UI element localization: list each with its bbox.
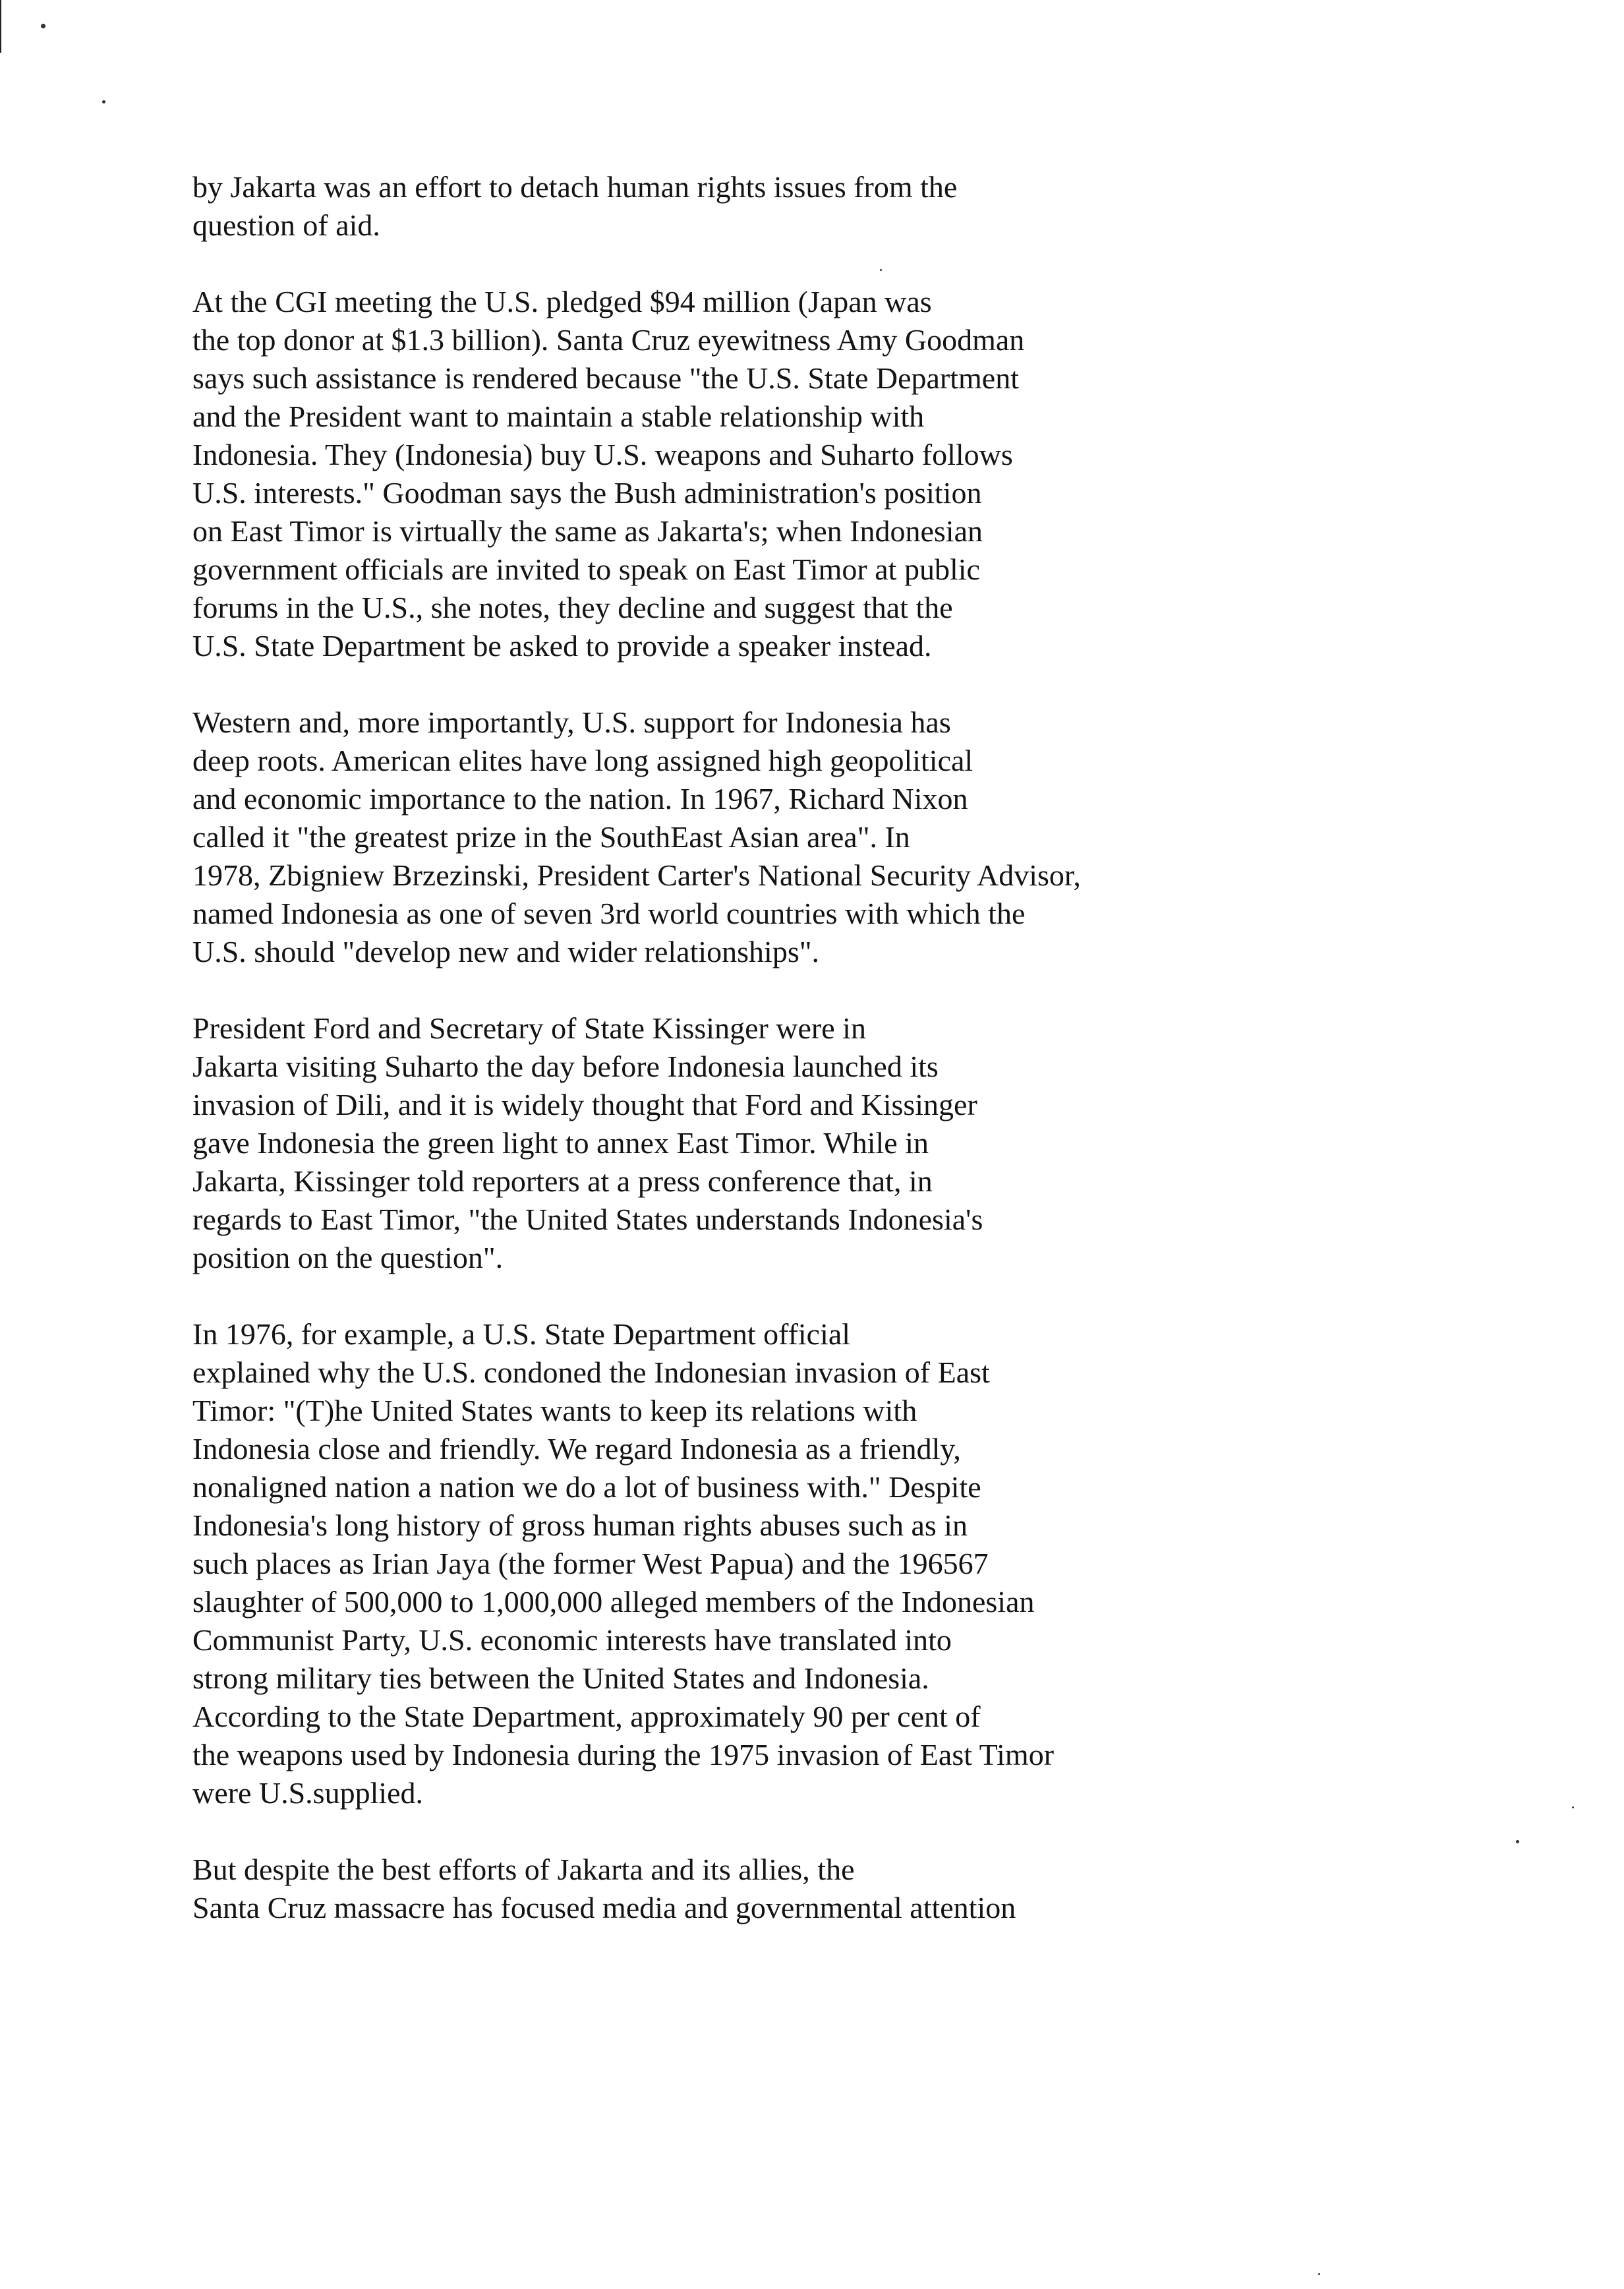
text-line: regards to East Timor, "the United States understands Indonesia's	[192, 1203, 983, 1236]
paragraph-cgi-meeting	[192, 283, 1484, 665]
text-line: government officials are invited to speak on East Timor at public	[192, 552, 980, 586]
text-line: such places as Irian Jaya (the former West Papua) and the 196567	[192, 1547, 989, 1580]
text-line: invasion of Dili, and it is widely thought that Ford and Kissinger	[192, 1088, 977, 1121]
text-line: Western and, more importantly, U.S. support for Indonesia has	[192, 705, 951, 739]
text-line: Indonesia close and friendly. We regard Indonesia as a friendly,	[192, 1432, 961, 1466]
paragraph-aid-detachment	[192, 168, 1484, 245]
text-line: on East Timor is virtually the same as Jakarta's; when Indonesian	[192, 514, 983, 548]
text-line: called it "the greatest prize in the SouthEast Asian area". In	[192, 820, 910, 854]
text-line: by Jakarta was an effort to detach human rights issues from the	[192, 170, 958, 204]
text-line: At the CGI meeting the U.S. pledged $94 million (Japan was	[192, 285, 932, 318]
scan-speck	[1318, 2273, 1320, 2275]
text-line: the weapons used by Indonesia during the 1975 invasion of East Timor	[192, 1738, 1055, 1771]
scan-edge-mark	[0, 0, 1, 53]
text-line: and the President want to maintain a stable relationship with	[192, 400, 925, 433]
text-line: nonaligned nation a nation we do a lot of business with." Despite	[192, 1470, 981, 1504]
text-line: and economic importance to the nation. In 1967, Richard Nixon	[192, 782, 968, 816]
text-line: were U.S.supplied.	[192, 1776, 424, 1810]
text-line: forums in the U.S., she notes, they decline and suggest that the	[192, 591, 953, 624]
text-line: Indonesia. They (Indonesia) buy U.S. weapons and Suharto follows	[192, 438, 1013, 471]
text-line: the top donor at $1.3 billion). Santa Cruz eyewitness Amy Goodman	[192, 323, 1025, 357]
paragraph-ford-kissinger	[192, 1009, 1484, 1277]
text-line: question of aid.	[192, 208, 380, 242]
text-line: President Ford and Secretary of State Kissinger were in	[192, 1011, 866, 1045]
text-line: U.S. interests." Goodman says the Bush administration's position	[192, 476, 982, 510]
paragraph-santa-cruz-attention	[192, 1851, 1484, 1927]
scan-speck	[102, 100, 105, 104]
paragraph-1976-state-department	[192, 1315, 1484, 1812]
text-line: gave Indonesia the green light to annex East Timor. While in	[192, 1126, 929, 1160]
text-line: slaughter of 500,000 to 1,000,000 alleged members of the Indonesian	[192, 1585, 1035, 1619]
text-line: But despite the best efforts of Jakarta and its allies, the	[192, 1853, 855, 1886]
text-line: According to the State Department, approximately 90 per cent of	[192, 1700, 981, 1733]
scan-speck	[41, 24, 45, 28]
text-line: position on the question".	[192, 1241, 504, 1274]
scan-speck	[1516, 1840, 1519, 1843]
text-line: Communist Party, U.S. economic interests have translated into	[192, 1623, 952, 1657]
text-line: strong military ties between the United States and Indonesia.	[192, 1661, 929, 1695]
text-line: named Indonesia as one of seven 3rd world countries with which the	[192, 897, 1026, 930]
text-line: Santa Cruz massacre has focused media and governmental attention	[192, 1891, 1016, 1924]
text-line: Jakarta visiting Suharto the day before Indonesia launched its	[192, 1050, 939, 1083]
text-line: Jakarta, Kissinger told reporters at a press conference that, in	[192, 1164, 933, 1198]
text-line: says such assistance is rendered because "the U.S. State Department	[192, 361, 1019, 395]
body-text	[192, 168, 1484, 1965]
text-line: Indonesia's long history of gross human rights abuses such as in	[192, 1508, 968, 1542]
scan-speck	[1572, 1806, 1574, 1808]
text-line: 1978, Zbigniew Brzezinski, President Carter's National Security Advisor,	[192, 858, 1081, 892]
paragraph-western-support	[192, 703, 1484, 971]
text-line: deep roots. American elites have long assigned high geopolitical	[192, 744, 973, 777]
text-line: In 1976, for example, a U.S. State Department official	[192, 1317, 851, 1351]
text-line: U.S. State Department be asked to provide a speaker instead.	[192, 629, 932, 663]
text-line: U.S. should "develop new and wider relationships".	[192, 935, 820, 968]
text-line: Timor: "(T)he United States wants to keep its relations with	[192, 1394, 917, 1427]
text-line: explained why the U.S. condoned the Indonesian invasion of East	[192, 1355, 990, 1389]
